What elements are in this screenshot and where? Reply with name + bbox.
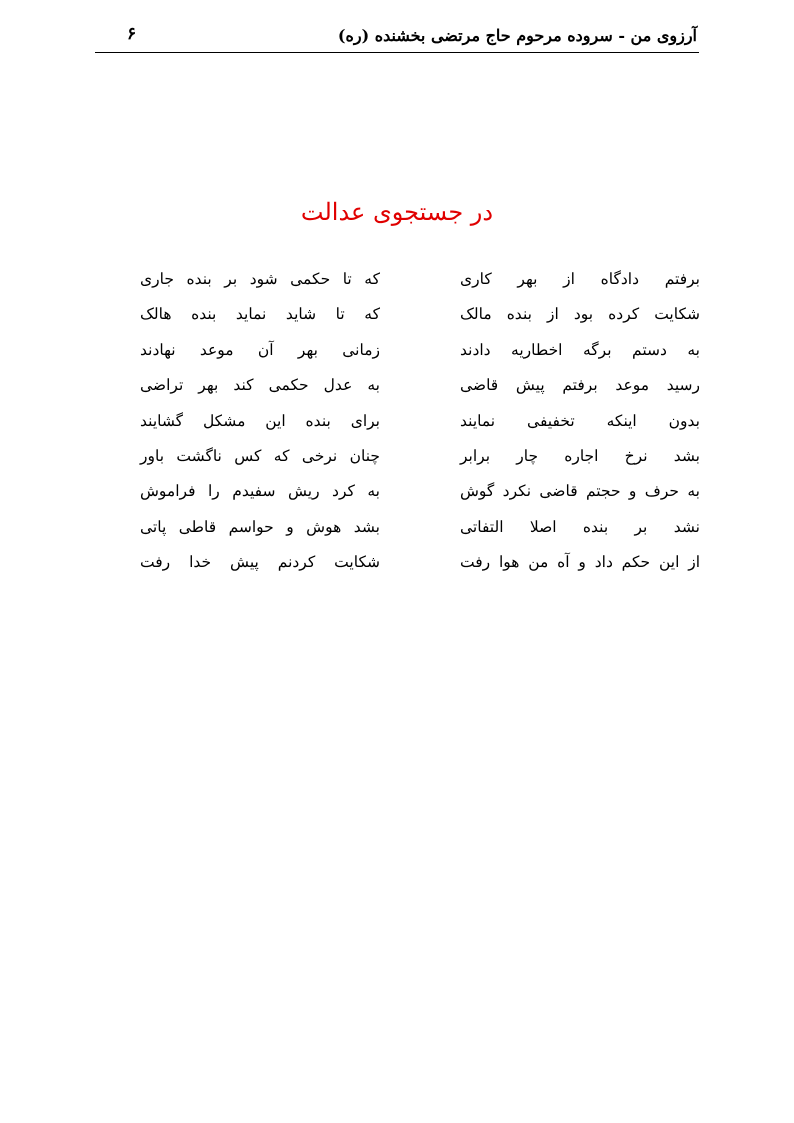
header-title: آرزوی من - سروده مرحوم حاج مرتضی بخشنده (ره) bbox=[337, 26, 697, 45]
couplet bbox=[140, 404, 700, 439]
second-hemistich: زمانی بهر آن موعد نهادند bbox=[140, 340, 380, 359]
couplet bbox=[140, 333, 700, 368]
couplet bbox=[140, 510, 700, 545]
poem-title: در جستجوی عدالت bbox=[300, 198, 494, 226]
first-hemistich: شکایت کرده بود از بنده مالک bbox=[460, 305, 700, 324]
second-hemistich: بشد هوش و حواسم قاطی پاتی bbox=[140, 517, 380, 536]
first-hemistich: نشد بر بنده اصلا التفاتی bbox=[460, 517, 700, 536]
second-hemistich: شکایت کردنم پیش خدا رفت bbox=[140, 553, 380, 572]
second-hemistich: به عدل حکمی کند بهر تراضی bbox=[140, 376, 380, 395]
first-hemistich: به حرف و حجتم قاضی نکرد گوش bbox=[460, 482, 700, 501]
second-hemistich: برای بنده این مشکل گشایند bbox=[140, 411, 380, 430]
second-hemistich: به کرد ریش سفیدم را فراموش bbox=[140, 482, 380, 501]
first-hemistich: بشد نرخ اجاره چار برابر bbox=[460, 446, 700, 465]
couplet bbox=[140, 368, 700, 403]
couplet bbox=[140, 297, 700, 332]
page-header bbox=[95, 22, 699, 53]
couplet bbox=[140, 545, 700, 580]
second-hemistich: که تا حکمی شود بر بنده جاری bbox=[140, 270, 380, 288]
couplet bbox=[140, 439, 700, 474]
first-hemistich: از این حکم داد و آه من هوا رفت bbox=[460, 553, 700, 572]
first-hemistich: بدون اینکه تخفیفی نمایند bbox=[460, 411, 700, 430]
first-hemistich: رسید موعد برفتم پیش قاضی bbox=[460, 376, 700, 395]
couplet bbox=[140, 262, 700, 297]
poem-body bbox=[140, 262, 700, 581]
first-hemistich: برفتم دادگاه از بهر کاری bbox=[460, 270, 700, 288]
second-hemistich: که تا شاید نماید بنده هالک bbox=[140, 305, 380, 324]
second-hemistich: چنان نرخی که کس ناگشت باور bbox=[140, 446, 380, 465]
page-number: ۶ bbox=[127, 24, 137, 44]
couplet bbox=[140, 474, 700, 509]
first-hemistich: به دستم برگه اخطاریه دادند bbox=[460, 340, 700, 359]
